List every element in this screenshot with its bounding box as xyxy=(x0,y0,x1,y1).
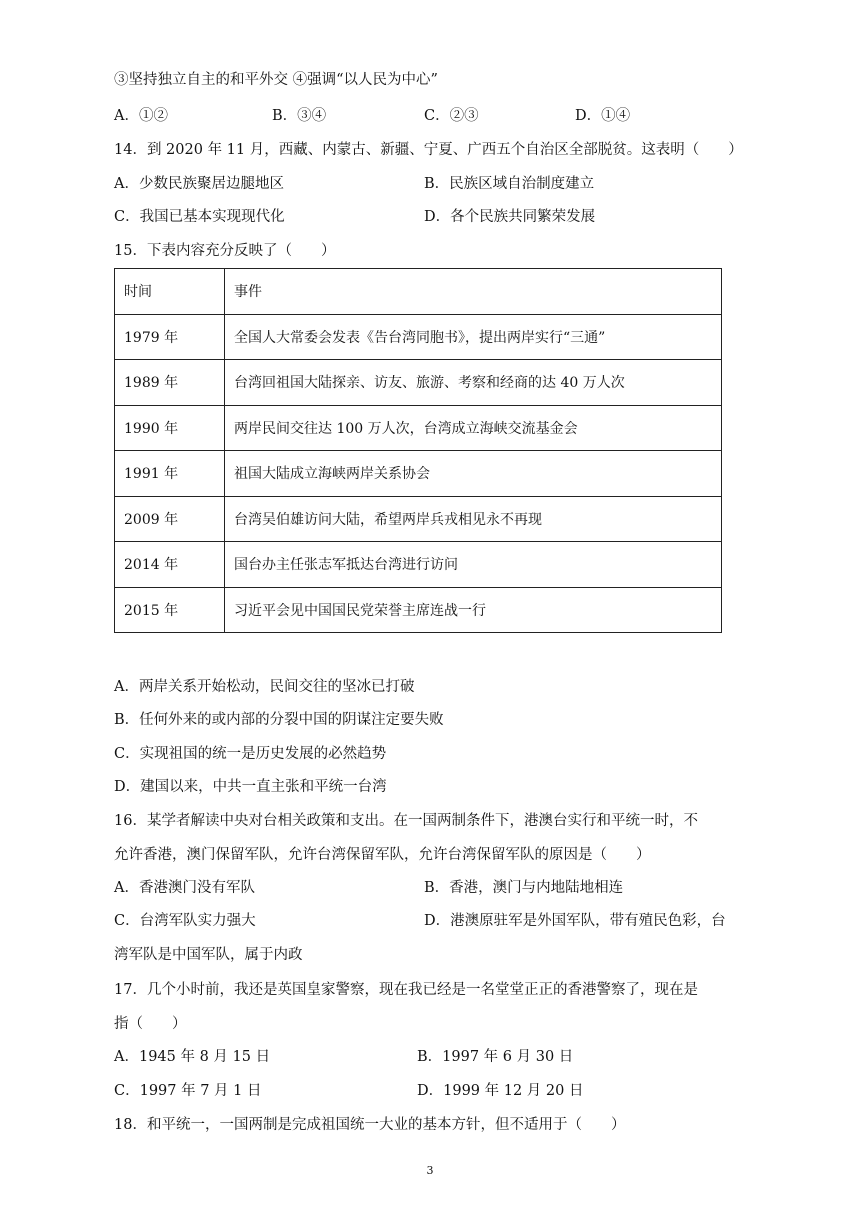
question-16-stem-line-2: 允许香港，澳门保留军队，允许台湾保留军队，允许台湾保留军队的原因是（ ） xyxy=(114,847,651,863)
table-cell-year: 2015 年 xyxy=(115,587,225,633)
table-header-event: 事件 xyxy=(225,269,722,315)
table-cell-year: 1979 年 xyxy=(115,314,225,360)
q13-option-c: C．②③ xyxy=(424,108,479,124)
table-row xyxy=(115,496,722,542)
q17-option-b: B．1997 年 6 月 30 日 xyxy=(417,1049,574,1065)
table-cell-event: 台湾吴伯雄访问大陆，希望两岸兵戎相见永不再现 xyxy=(225,496,722,542)
q17-option-d: D．1999 年 12 月 20 日 xyxy=(417,1083,584,1099)
question-17-stem-line-1: 17．几个小时前，我还是英国皇家警察，现在我已经是一名堂堂正正的香港警察了，现在是 xyxy=(114,982,698,998)
table-cell-event: 两岸民间交往达 100 万人次，台湾成立海峡交流基金会 xyxy=(225,405,722,451)
table-cell-event: 习近平会见中国国民党荣誉主席连战一行 xyxy=(225,587,722,633)
q15-option-d: D．建国以来，中共一直主张和平统一台湾 xyxy=(114,779,387,795)
q16-option-c: C．台湾军队实力强大 xyxy=(114,913,256,929)
table-cell-event: 全国人大常委会发表《告台湾同胞书》，提出两岸实行“三通” xyxy=(225,314,722,360)
table-cell-event: 国台办主任张志军抵达台湾进行访问 xyxy=(225,542,722,588)
table-row xyxy=(115,451,722,497)
q16-option-d-continued: 湾军队是中国军队，属于内政 xyxy=(114,947,303,963)
table-cell-event: 祖国大陆成立海峡两岸关系协会 xyxy=(225,451,722,497)
q13-option-d: D．①④ xyxy=(575,108,631,124)
table-row xyxy=(115,314,722,360)
question-17-stem-line-2: 指（ ） xyxy=(114,1016,187,1032)
table-cell-year: 1989 年 xyxy=(115,360,225,406)
page-number: 3 xyxy=(426,1164,434,1177)
q14-option-a: A．少数民族聚居边腿地区 xyxy=(114,176,284,192)
q15-option-c: C．实现祖国的统一是历史发展的必然趋势 xyxy=(114,746,387,762)
table-row xyxy=(115,542,722,588)
table-cell-year: 2009 年 xyxy=(115,496,225,542)
table-cell-event: 台湾回祖国大陆探亲、访友、旅游、考察和经商的达 40 万人次 xyxy=(225,360,722,406)
q13-option-b: B．③④ xyxy=(272,108,327,124)
q17-option-a: A．1945 年 8 月 15 日 xyxy=(114,1049,271,1065)
q16-option-b: B．香港，澳门与内地陆地相连 xyxy=(424,880,624,896)
question-14-stem: 14．到 2020 年 11 月，西藏、内蒙古、新疆、宁夏、广西五个自治区全部脱贫。这表明（ ） xyxy=(114,142,743,158)
table-header-time: 时间 xyxy=(115,269,225,315)
question-15-stem: 15．下表内容充分反映了（ ） xyxy=(114,243,336,259)
q15-option-a: A．两岸关系开始松动，民间交往的坚冰已打破 xyxy=(114,679,415,695)
table-row xyxy=(115,405,722,451)
table-row xyxy=(115,587,722,633)
table-cell-year: 1991 年 xyxy=(115,451,225,497)
q14-option-d: D．各个民族共同繁荣发展 xyxy=(424,209,596,225)
q13-option-a: A．①② xyxy=(114,108,168,124)
q16-option-d: D．港澳原驻军是外国军队，带有殖民色彩，台 xyxy=(424,913,726,929)
q14-option-b: B．民族区域自治制度建立 xyxy=(424,176,595,192)
q17-option-c: C．1997 年 7 月 1 日 xyxy=(114,1083,262,1099)
q14-option-c: C．我国已基本实现现代化 xyxy=(114,209,285,225)
question-13-statement-line: ③坚持独立自主的和平外交 ④强调“以人民为中心” xyxy=(114,72,438,88)
question-18-stem: 18．和平统一，一国两制是完成祖国统一大业的基本方针，但不适用于（ ） xyxy=(114,1117,626,1133)
q15-option-b: B．任何外来的或内部的分裂中国的阴谋注定要失败 xyxy=(114,712,444,728)
table-header-row xyxy=(115,269,722,315)
table-cell-year: 2014 年 xyxy=(115,542,225,588)
table-row xyxy=(115,360,722,406)
table-cell-year: 1990 年 xyxy=(115,405,225,451)
q16-option-a: A．香港澳门没有军队 xyxy=(114,880,255,896)
events-table xyxy=(114,268,722,633)
question-16-stem-line-1: 16．某学者解读中央对台相关政策和支出。在一国两制条件下，港澳台实行和平统一时，不 xyxy=(114,813,698,829)
